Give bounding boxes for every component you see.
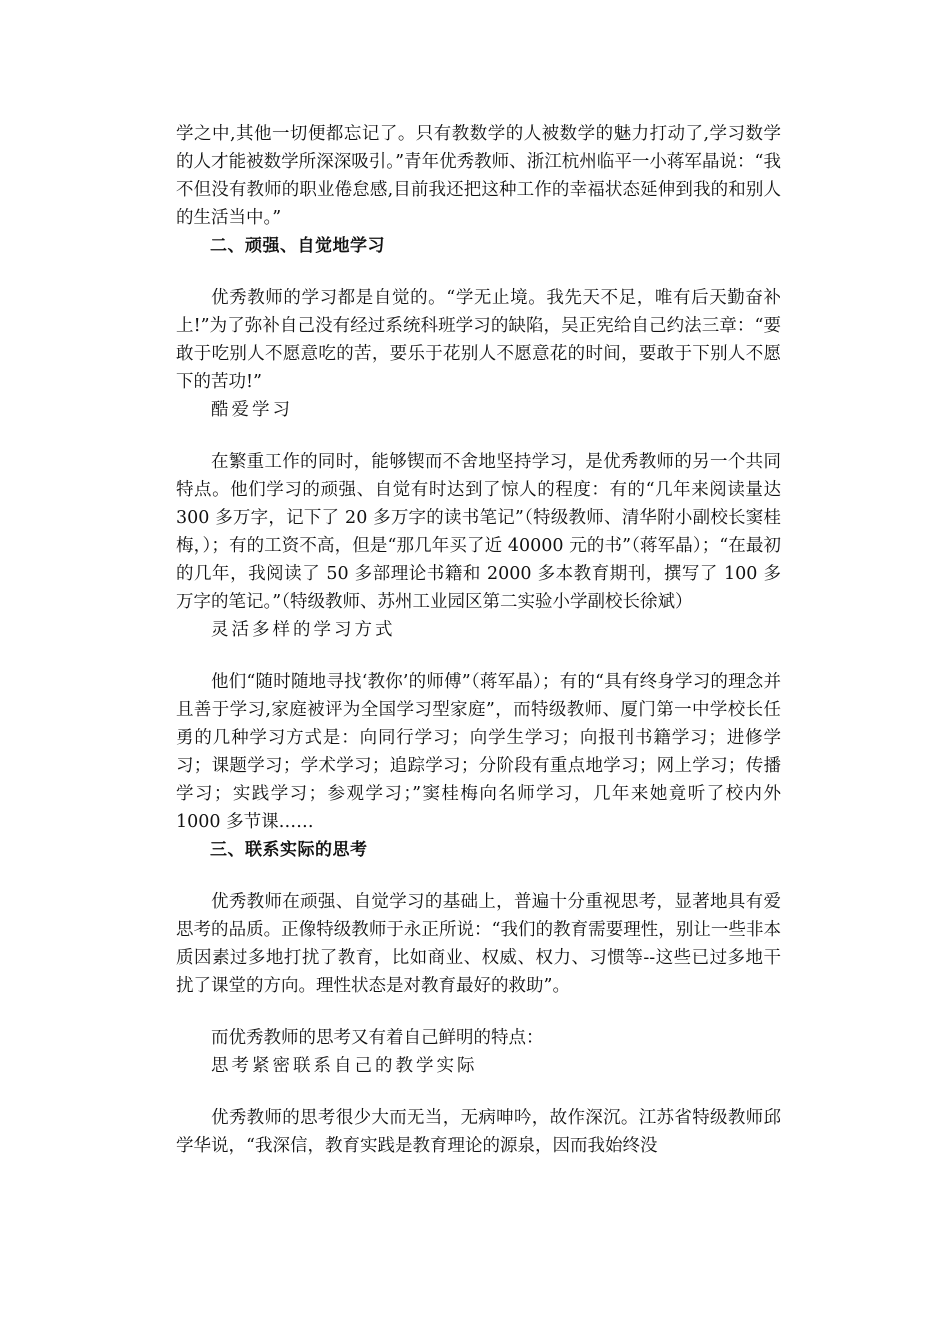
document-page bbox=[176, 120, 781, 1160]
paragraph-thinking-features: 而优秀教师的思考又有着自己鲜明的特点： bbox=[211, 1028, 544, 1048]
paragraph-persistent-learning: 在繁重工作的同时，能够锲而不舍地坚持学习，是优秀教师的另一个共同特点。他们学习的顽强、自觉有时达到了惊人的程度：有的“几年来阅读量达 300 多万字，记下了 20 多万字的读书笔记”（特级教师、清华附小副校长窦桂梅，）；有的工资不高，但是“那几年买了近 40000 元的书”（蒋军晶）；“在最初的几年，我阅读了 50 多部理论书籍和 2000 多本教育期刊，撰写了 100 多万字的笔记。”（特级教师、苏州工业园区第二实验小学副校长徐斌） bbox=[176, 452, 781, 612]
subheading-love-learning: 酷爱学习 bbox=[211, 400, 293, 420]
paragraph-intro-continuation: 学之中,其他一切便都忘记了。只有教数学的人被数学的魅力打动了,学习数学的人才能被数学所深深吸引。”青年优秀教师、浙江杭州临平一小蒋军晶说：“我不但没有教师的职业倦怠感,目前我还把这种工作的幸福状态延伸到我的和别人的生活当中。” bbox=[176, 124, 781, 228]
subheading-practical-thinking: 思考紧密联系自己的教学实际 bbox=[211, 1056, 478, 1076]
section-heading-3: 三、联系实际的思考 bbox=[210, 840, 368, 860]
paragraph-practical-thinking: 优秀教师的思考很少大而无当，无病呻吟，故作深沉。江苏省特级教师邱学华说，“我深信，教育实践是教育理论的源泉，因而我始终没 bbox=[176, 1108, 781, 1156]
paragraph-learning-methods: 他们“随时随地寻找‘教你’的师傅”（蒋军晶）；有的“具有终身学习的理念并且善于学习,家庭被评为全国学习型家庭”，而特级教师、厦门第一中学校长任勇的几种学习方式是：向同行学习；向学生学习；向报刊书籍学习；进修学习；课题学习；学术学习；追踪学习；分阶段有重点地学习；网上学习；传播学习；实践学习；参观学习；”窦桂梅向名师学习，几年来她竟听了校内外 1000 多节课…… bbox=[176, 672, 781, 832]
paragraph-self-learning: 优秀教师的学习都是自觉的。“学无止境。我先天不足，唯有后天勤奋补上!”为了弥补自己没有经过系统科班学习的缺陷，吴正宪给自己约法三章：“要敢于吃别人不愿意吃的苦，要乐于花别人不愿意花的时间，要敢于下别人不愿下的苦功!” bbox=[176, 288, 781, 392]
paragraph-thinking: 优秀教师在顽强、自觉学习的基础上，普遍十分重视思考，显著地具有爱思考的品质。正像特级教师于永正所说：“我们的教育需要理性，别让一些非本质因素过多地打扰了教育，比如商业、权威、权力、习惯等--这些已过多地干扰了课堂的方向。理性状态是对教育最好的救助”。 bbox=[176, 892, 781, 996]
subheading-learning-methods: 灵活多样的学习方式 bbox=[211, 620, 396, 640]
section-heading-2: 二、顽强、自觉地学习 bbox=[210, 236, 385, 256]
